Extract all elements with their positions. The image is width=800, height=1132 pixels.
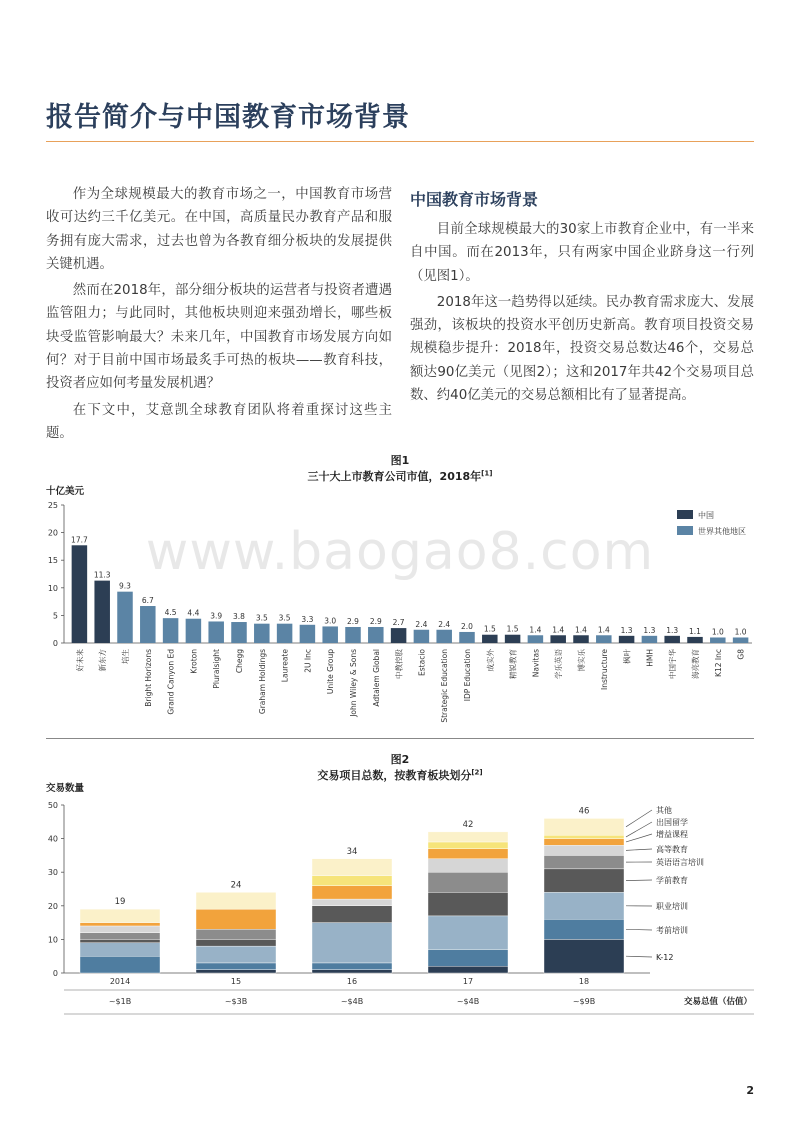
- fig1-value-label: 2.9: [347, 616, 359, 626]
- fig2-leader-line: [626, 880, 652, 881]
- fig1-value-label: 3.9: [210, 611, 223, 621]
- fig2-bar-segment: [544, 939, 624, 973]
- fig2-footnote: [2]: [471, 768, 483, 777]
- fig1-value-label: 2.7: [392, 618, 405, 628]
- fig1-category-label: 好未来: [75, 649, 85, 672]
- fig1-value-label: 2.4: [415, 619, 428, 629]
- fig2-bar-segment: [80, 943, 160, 956]
- fig2-bar-segment: [312, 886, 392, 899]
- fig2-bar-segment: [196, 939, 276, 946]
- fig2-bar-segment: [312, 963, 392, 970]
- fig1-category-label: G8: [736, 649, 746, 660]
- fig2-bar-segment: [544, 835, 624, 838]
- background-paragraph: 目前全球规模最大的30家上市教育企业中，有一半来自中国。而在2013年，只有两家中国企业跻身这一行列（见图1）。: [410, 222, 754, 284]
- fig2-bar-segment: [80, 909, 160, 922]
- fig1-category-label: Estacio: [417, 649, 427, 676]
- fig2-deal-value: ~$1B: [108, 997, 132, 1006]
- fig1-y-tick-label: 5: [52, 611, 58, 621]
- fig1-value-label: 3.5: [278, 613, 291, 623]
- fig1-label: 图1: [390, 454, 410, 467]
- fig1-value-label: 1.5: [506, 624, 519, 634]
- fig1-value-label: 3.5: [255, 613, 268, 623]
- fig2-y-tick-label: 30: [47, 868, 58, 878]
- fig2-bar-segment: [428, 832, 508, 842]
- fig1-value-label: 3.0: [324, 616, 337, 626]
- fig2-y-tick-label: 20: [47, 901, 58, 911]
- fig1-category-label: Strategic Education: [440, 649, 450, 723]
- fig2-category-label: 17: [462, 977, 474, 986]
- fig1-value-label: 1.3: [666, 625, 679, 635]
- fig1-value-label: 1.0: [734, 627, 747, 637]
- fig2-bar-segment: [312, 906, 392, 923]
- fig1-category-label: 枫叶: [622, 649, 632, 664]
- fig2-series-label: 考前培训: [656, 926, 688, 935]
- fig1-category-label: John Wiley & Sons: [349, 649, 358, 717]
- fig2-leader-line: [626, 834, 652, 842]
- fig1-value-label: 1.4: [575, 625, 587, 635]
- fig2-y-tick-label: 0: [52, 969, 58, 978]
- fig2-series-label: K-12: [656, 953, 674, 962]
- fig2-bar-segment: [428, 872, 508, 892]
- fig1-value-label: 6.7: [141, 596, 154, 606]
- fig1-value-label: 1.4: [552, 625, 565, 635]
- fig2-y-tick-label: 10: [47, 935, 58, 945]
- fig2-bar-segment: [80, 939, 160, 942]
- fig2-series-label: 职业培训: [656, 902, 688, 911]
- fig2-category-label: 2014: [109, 977, 131, 986]
- fig2-bar-segment: [428, 892, 508, 916]
- fig2-total-label: 42: [462, 819, 474, 830]
- fig2-bar-segment: [312, 876, 392, 886]
- fig2-bar-segment: [544, 892, 624, 919]
- fig1-legend-label: 世界其他地区: [698, 527, 746, 536]
- fig2-footer-label: 交易总值（估值）: [683, 997, 752, 1007]
- fig1-category-label: Grand Canyon Ed: [166, 649, 176, 715]
- fig2-leader-line: [626, 956, 652, 957]
- fig2-bar-segment: [544, 839, 624, 846]
- fig2-bar-segment: [80, 956, 160, 973]
- fig2-bar-segment: [428, 916, 508, 950]
- fig1-value-label: 3.8: [233, 612, 245, 622]
- fig1-y-tick-label: 15: [47, 556, 58, 566]
- fig2-bar-segment: [196, 963, 276, 970]
- fig2-total-label: 19: [114, 897, 126, 908]
- fig2-series-label: 高等教育: [656, 845, 688, 854]
- fig2-bar-segment: [428, 949, 508, 966]
- fig2-bar-segment: [428, 849, 508, 859]
- fig1-category-label: Bright Horizons: [143, 649, 153, 707]
- fig1-category-label: Graham Holdings: [257, 649, 267, 715]
- fig1-value-label: 2.4: [438, 619, 451, 629]
- fig1-legend-label: 中国: [698, 511, 714, 520]
- intro-paragraph: 作为全球规模最大的教育市场之一，中国教育市场营收可达约三千亿美元。在中国，高质量民办教育产品和服务拥有庞大需求，过去也曾为各教育细分板块的发展提供关键机遇。: [46, 187, 392, 272]
- fig1-category-label: Laureate: [280, 649, 290, 683]
- fig1-value-label: 1.0: [711, 627, 724, 637]
- fig1-value-label: 3.3: [301, 614, 314, 624]
- fig2-series-label: 英语语言培训: [656, 858, 704, 867]
- fig1-category-label: 中国宇华: [668, 649, 678, 679]
- fig1-category-label: 培生: [121, 649, 130, 664]
- fig1-y-tick-label: 25: [47, 501, 58, 510]
- fig1-y-tick-label: 10: [47, 583, 58, 593]
- fig2-deal-value: ~$4B: [456, 997, 480, 1006]
- fig1-category-label: IDP Education: [463, 649, 472, 702]
- fig1-category-label: 海亮教育: [691, 649, 700, 679]
- fig2-series-label: 增益课程: [656, 830, 688, 839]
- fig2-bar-segment: [312, 859, 392, 876]
- fig2-bar-segment: [544, 818, 624, 835]
- fig1-category-label: Instructure: [599, 649, 609, 691]
- fig2-bar-segment: [312, 899, 392, 906]
- intro-paragraph: 然而在2018年，部分细分板块的运营者与投资者遭遇监管阻力；与此同时，其他板块则迎来强劲增长，哪些板块受监管影响最大？未来几年，中国教育市场发展方向如何？对于目前中国市场最炙手可热的板块——教育科技，投资者应如何考量发展机遇？: [46, 283, 392, 392]
- fig1-value-label: 4.4: [187, 608, 200, 618]
- fig2-bar-segment: [428, 966, 508, 973]
- fig2-bar-segment: [80, 926, 160, 933]
- fig1-unit: 十亿美元: [46, 486, 85, 497]
- fig1-value-label: 1.5: [483, 624, 496, 634]
- fig1-category-label: Navitas: [531, 649, 541, 678]
- fig2-bar-segment: [196, 946, 276, 963]
- fig2-bar-segment: [80, 933, 160, 940]
- fig1-category-label: Kroton: [189, 649, 199, 674]
- fig2-unit: 交易数量: [46, 783, 85, 794]
- fig1-value-label: 1.3: [643, 625, 656, 635]
- fig2-deal-value: ~$9B: [572, 997, 596, 1006]
- fig2-total-label: 34: [346, 846, 358, 857]
- fig1-category-label: Unite Group: [326, 649, 336, 695]
- fig1-value-label: 17.7: [71, 535, 88, 545]
- fig1-value-label: 2.9: [369, 616, 382, 626]
- fig2-series-label: 其他: [656, 806, 672, 815]
- fig1-category-label: K12 Inc: [713, 649, 723, 677]
- fig2-total-label: 24: [230, 880, 242, 891]
- fig1-category-label: HMH: [645, 649, 655, 667]
- fig1-value-label: 1.4: [529, 625, 542, 635]
- fig1-title: 三十大上市教育公司市值，2018年: [307, 470, 482, 483]
- fig1-category-label: Adtalem Global: [371, 649, 381, 707]
- fig1-value-label: 4.5: [164, 608, 177, 618]
- fig2-deal-value: ~$3B: [224, 997, 248, 1006]
- fig2-bar-segment: [312, 923, 392, 963]
- fig2-bar-segment: [544, 845, 624, 855]
- fig1-category-label: Chegg: [235, 649, 244, 674]
- fig2-category-label: 18: [578, 977, 590, 986]
- fig2-bar-segment: [544, 855, 624, 868]
- fig1-category-label: 精锐教育: [508, 649, 518, 679]
- fig1-y-tick-label: 20: [47, 528, 58, 538]
- fig2-total-label: 46: [578, 806, 590, 817]
- fig2-y-tick-label: 50: [47, 801, 58, 810]
- intro-paragraph: 在下文中，艾意凯全球教育团队将着重探讨这些主题。: [46, 402, 392, 441]
- fig2-title: 交易项目总数，按教育板块划分: [317, 769, 472, 782]
- fig1-y-tick-label: 0: [52, 639, 58, 648]
- fig2-bar-segment: [312, 970, 392, 973]
- page-title: 报告简介与中国教育市场背景: [46, 102, 410, 133]
- fig2-bar-segment: [428, 859, 508, 872]
- fig1-category-label: 学乐英语: [554, 649, 564, 679]
- fig1-value-label: 1.4: [597, 625, 610, 635]
- fig2-leader-line: [626, 929, 652, 930]
- fig1-value-label: 2.0: [461, 621, 473, 631]
- watermark: www.baogao8.com: [145, 522, 655, 582]
- fig2-category-label: 15: [230, 977, 242, 986]
- fig2-label: 图2: [390, 753, 410, 766]
- fig2-leader-line: [626, 849, 652, 850]
- fig2-series-label: 出国留学: [656, 818, 688, 827]
- fig2-bar-segment: [196, 929, 276, 939]
- page-number: 2: [746, 1084, 754, 1097]
- fig2-y-tick-label: 40: [47, 834, 58, 844]
- fig1-footnote: [1]: [481, 469, 493, 478]
- fig1-category-label: 博实乐: [577, 649, 586, 672]
- fig2-bar-segment: [196, 909, 276, 929]
- fig2-bar-segment: [544, 869, 624, 893]
- fig1-category-label: Pluralsight: [212, 649, 222, 689]
- fig2-bar-segment: [196, 892, 276, 909]
- fig2-deal-value: ~$4B: [340, 997, 364, 1006]
- background-paragraph: 2018年这一趋势得以延续。民办教育需求庞大、发展强劲，该板块的投资水平创历史新高。教育项目投资交易规模稳步提升：2018年，投资交易总数达46个，交易总额达90亿美元（见图2）；这和2017年共42个交易项目总数、约40亿美元的交易总额相比有了显著提高。: [410, 294, 754, 404]
- fig2-bar-segment: [80, 923, 160, 926]
- fig1-category-label: 成实外: [485, 649, 495, 672]
- fig2-bar-segment: [196, 970, 276, 973]
- fig1-value-label: 11.3: [93, 570, 111, 580]
- fig1-category-label: 新东方: [98, 649, 108, 672]
- fig1-category-label: 中教控股: [394, 649, 404, 679]
- fig2-series-label: 学前教育: [656, 876, 688, 885]
- section-heading: 中国教育市场背景: [410, 190, 539, 209]
- fig1-value-label: 1.1: [689, 626, 701, 636]
- fig2-category-label: 16: [346, 977, 358, 986]
- fig2-bar-segment: [428, 842, 508, 849]
- fig1-value-label: 9.3: [119, 581, 131, 591]
- fig2-bar-segment: [544, 919, 624, 939]
- fig1-value-label: 1.3: [620, 625, 633, 635]
- fig1-category-label: 2U Inc: [303, 649, 313, 673]
